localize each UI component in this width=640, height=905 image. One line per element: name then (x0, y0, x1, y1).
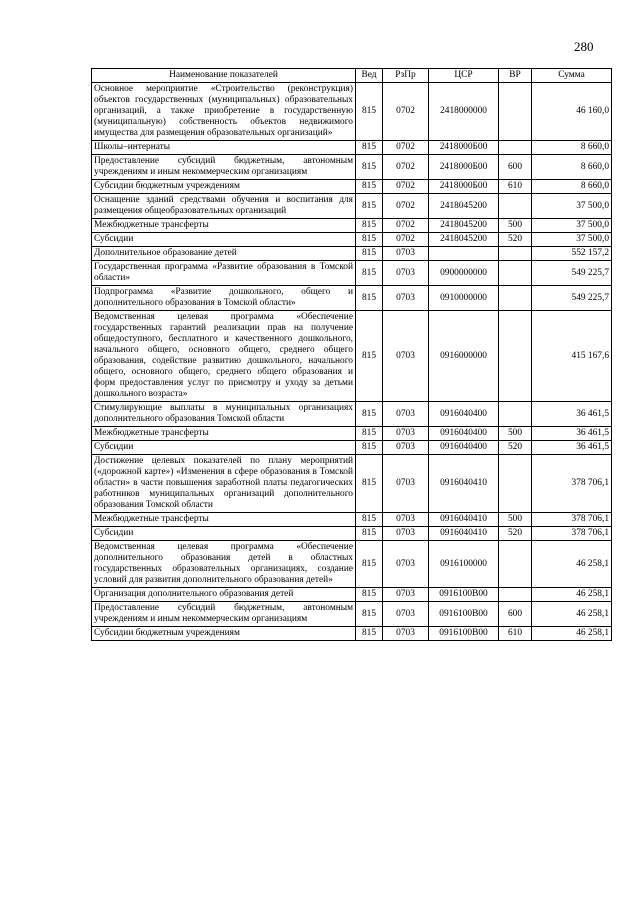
cell-rzpr: 0702 (383, 180, 429, 194)
cell-vr (499, 286, 532, 311)
table-row (92, 247, 612, 261)
cell-ved: 815 (356, 602, 383, 627)
header-ved: Вед (356, 69, 383, 83)
cell-vr: 520 (499, 527, 532, 541)
cell-name: Межбюджетные трансферты (92, 219, 356, 233)
cell-csr: 0916040400 (429, 427, 499, 441)
cell-ved: 815 (356, 402, 383, 427)
cell-name: Государственная программа «Развитие образования в Томской области» (92, 261, 356, 286)
cell-vr: 500 (499, 427, 532, 441)
cell-name: Организация дополнительного образования детей (92, 588, 356, 602)
cell-rzpr: 0702 (383, 194, 429, 219)
cell-ved: 815 (356, 513, 383, 527)
cell-ved: 815 (356, 233, 383, 247)
cell-sum: 36 461,5 (532, 427, 612, 441)
cell-sum: 8 660,0 (532, 180, 612, 194)
table-row (92, 427, 612, 441)
cell-csr: 2418045200 (429, 233, 499, 247)
cell-csr: 0916100В00 (429, 627, 499, 641)
cell-ved: 815 (356, 180, 383, 194)
cell-vr (499, 83, 532, 141)
table-row (92, 180, 612, 194)
cell-ved: 815 (356, 83, 383, 141)
cell-sum: 378 706,1 (532, 455, 612, 513)
cell-vr (499, 588, 532, 602)
cell-ved: 815 (356, 155, 383, 180)
cell-ved: 815 (356, 311, 383, 402)
table-row (92, 83, 612, 141)
cell-rzpr: 0703 (383, 602, 429, 627)
cell-ved: 815 (356, 247, 383, 261)
cell-sum: 37 500,0 (532, 194, 612, 219)
cell-csr: 2418000Б00 (429, 180, 499, 194)
table-row (92, 141, 612, 155)
cell-vr: 610 (499, 627, 532, 641)
cell-rzpr: 0703 (383, 247, 429, 261)
cell-csr: 0916040400 (429, 402, 499, 427)
table-row (92, 261, 612, 286)
cell-sum: 46 258,1 (532, 602, 612, 627)
cell-vr: 600 (499, 155, 532, 180)
cell-name: Достижение целевых показателей по плану мероприятий («дорожной карте») «Изменения в сфере образования в Томской области» в части повышения заработной платы педагогических работников муниципальных организаций дополнительного образования Томской области (92, 455, 356, 513)
cell-sum: 46 160,0 (532, 83, 612, 141)
table-row (92, 602, 612, 627)
cell-sum: 37 500,0 (532, 219, 612, 233)
cell-rzpr: 0703 (383, 286, 429, 311)
cell-csr: 0916040400 (429, 441, 499, 455)
cell-name: Субсидии бюджетным учреждениям (92, 180, 356, 194)
cell-name: Предоставление субсидий бюджетным, автономным учреждениям и иным некоммерческим организациям (92, 602, 356, 627)
cell-name: Предоставление субсидий бюджетным, автономным учреждениям и иным некоммерческим организациям (92, 155, 356, 180)
cell-ved: 815 (356, 588, 383, 602)
cell-ved: 815 (356, 541, 383, 588)
cell-rzpr: 0703 (383, 527, 429, 541)
cell-ved: 815 (356, 219, 383, 233)
cell-name: Основное мероприятие «Строительство (реконструкция) объектов государственных (муниципальных) образовательных организаций, а также приобретение в государственную (муниципальную) собственность объектов недвижимого имущества для размещения образовательных организаций» (92, 83, 356, 141)
table-row (92, 455, 612, 513)
cell-vr: 520 (499, 233, 532, 247)
cell-rzpr: 0703 (383, 402, 429, 427)
table-row (92, 219, 612, 233)
table-row (92, 311, 612, 402)
cell-name: Ведомственная целевая программа «Обеспечение государственных гарантий реализации прав на получение общедоступного, бесплатного и качественного дошкольного, начального общего, основного общего, среднего общего образования, содействие развитию дошкольного, начального общего, основного общего, среднего общего образования и форм предоставления услуг по присмотру и уходу за детьми дошкольного возраста» (92, 311, 356, 402)
cell-sum: 8 660,0 (532, 141, 612, 155)
cell-ved: 815 (356, 441, 383, 455)
cell-ved: 815 (356, 261, 383, 286)
cell-csr: 0916100В00 (429, 602, 499, 627)
cell-sum: 378 706,1 (532, 513, 612, 527)
cell-ved: 815 (356, 286, 383, 311)
cell-rzpr: 0702 (383, 219, 429, 233)
cell-sum: 8 660,0 (532, 155, 612, 180)
cell-sum: 37 500,0 (532, 233, 612, 247)
cell-ved: 815 (356, 627, 383, 641)
cell-name: Межбюджетные трансферты (92, 427, 356, 441)
cell-vr (499, 541, 532, 588)
cell-rzpr: 0703 (383, 441, 429, 455)
cell-sum: 415 167,6 (532, 311, 612, 402)
cell-sum: 549 225,7 (532, 261, 612, 286)
cell-name: Дополнительное образование детей (92, 247, 356, 261)
cell-vr (499, 311, 532, 402)
cell-sum: 36 461,5 (532, 441, 612, 455)
cell-csr: 0916040410 (429, 513, 499, 527)
cell-csr (429, 247, 499, 261)
cell-csr: 2418000Б00 (429, 155, 499, 180)
cell-rzpr: 0702 (383, 155, 429, 180)
cell-rzpr: 0703 (383, 588, 429, 602)
budget-table (91, 68, 612, 641)
cell-sum: 46 258,1 (532, 588, 612, 602)
cell-vr (499, 247, 532, 261)
cell-sum: 378 706,1 (532, 527, 612, 541)
cell-name: Субсидии (92, 233, 356, 247)
cell-vr: 610 (499, 180, 532, 194)
cell-vr: 600 (499, 602, 532, 627)
cell-name: Подпрограмма «Развитие дошкольного, общего и дополнительного образования в Томской области» (92, 286, 356, 311)
cell-csr: 2418045200 (429, 219, 499, 233)
cell-rzpr: 0703 (383, 627, 429, 641)
header-name: Наименование показателей (92, 69, 356, 83)
cell-rzpr: 0702 (383, 83, 429, 141)
cell-rzpr: 0702 (383, 233, 429, 247)
table-row (92, 233, 612, 247)
cell-name: Оснащение зданий средствами обучения и воспитания для размещения общеобразовательных организаций (92, 194, 356, 219)
cell-ved: 815 (356, 527, 383, 541)
header-vr: ВР (499, 69, 532, 83)
cell-rzpr: 0703 (383, 455, 429, 513)
cell-sum: 46 258,1 (532, 627, 612, 641)
table-row (92, 441, 612, 455)
cell-rzpr: 0703 (383, 427, 429, 441)
table-row (92, 627, 612, 641)
table-row (92, 588, 612, 602)
cell-name: Ведомственная целевая программа «Обеспечение дополнительного образования детей в областных государственных образовательных организациях, создание условий для развития дополнительного образования детей» (92, 541, 356, 588)
table-row (92, 194, 612, 219)
cell-csr: 0916000000 (429, 311, 499, 402)
cell-csr: 0916040410 (429, 527, 499, 541)
page-number: 280 (574, 39, 594, 54)
cell-ved: 815 (356, 455, 383, 513)
table-row (92, 155, 612, 180)
cell-sum: 46 258,1 (532, 541, 612, 588)
table-row (92, 513, 612, 527)
cell-sum: 552 157,2 (532, 247, 612, 261)
cell-sum: 549 225,7 (532, 286, 612, 311)
cell-csr: 0916100В00 (429, 588, 499, 602)
header-csr: ЦСР (429, 69, 499, 83)
cell-name: Субсидии (92, 527, 356, 541)
cell-csr: 2418000Б00 (429, 141, 499, 155)
cell-csr: 0900000000 (429, 261, 499, 286)
cell-sum: 36 461,5 (532, 402, 612, 427)
table-body (92, 83, 612, 641)
cell-vr (499, 261, 532, 286)
cell-csr: 2418000000 (429, 83, 499, 141)
table-header-row (92, 69, 612, 83)
cell-csr: 0916040410 (429, 455, 499, 513)
cell-vr (499, 194, 532, 219)
cell-vr: 520 (499, 441, 532, 455)
cell-vr (499, 455, 532, 513)
cell-csr: 0910000000 (429, 286, 499, 311)
cell-csr: 0916100000 (429, 541, 499, 588)
cell-rzpr: 0703 (383, 513, 429, 527)
cell-name: Субсидии (92, 441, 356, 455)
table-row (92, 541, 612, 588)
cell-name: Школы–интернаты (92, 141, 356, 155)
cell-rzpr: 0702 (383, 141, 429, 155)
cell-ved: 815 (356, 427, 383, 441)
header-rzpr: РзПр (383, 69, 429, 83)
cell-vr: 500 (499, 219, 532, 233)
cell-vr (499, 402, 532, 427)
cell-ved: 815 (356, 141, 383, 155)
cell-vr: 500 (499, 513, 532, 527)
cell-rzpr: 0703 (383, 311, 429, 402)
cell-rzpr: 0703 (383, 541, 429, 588)
cell-name: Субсидии бюджетным учреждениям (92, 627, 356, 641)
table-row (92, 286, 612, 311)
table-row (92, 527, 612, 541)
cell-name: Стимулирующие выплаты в муниципальных организациях дополнительного образования Томской области (92, 402, 356, 427)
header-sum: Сумма (532, 69, 612, 83)
cell-vr (499, 141, 532, 155)
table-row (92, 402, 612, 427)
cell-csr: 2418045200 (429, 194, 499, 219)
cell-ved: 815 (356, 194, 383, 219)
cell-name: Межбюджетные трансферты (92, 513, 356, 527)
cell-rzpr: 0703 (383, 261, 429, 286)
